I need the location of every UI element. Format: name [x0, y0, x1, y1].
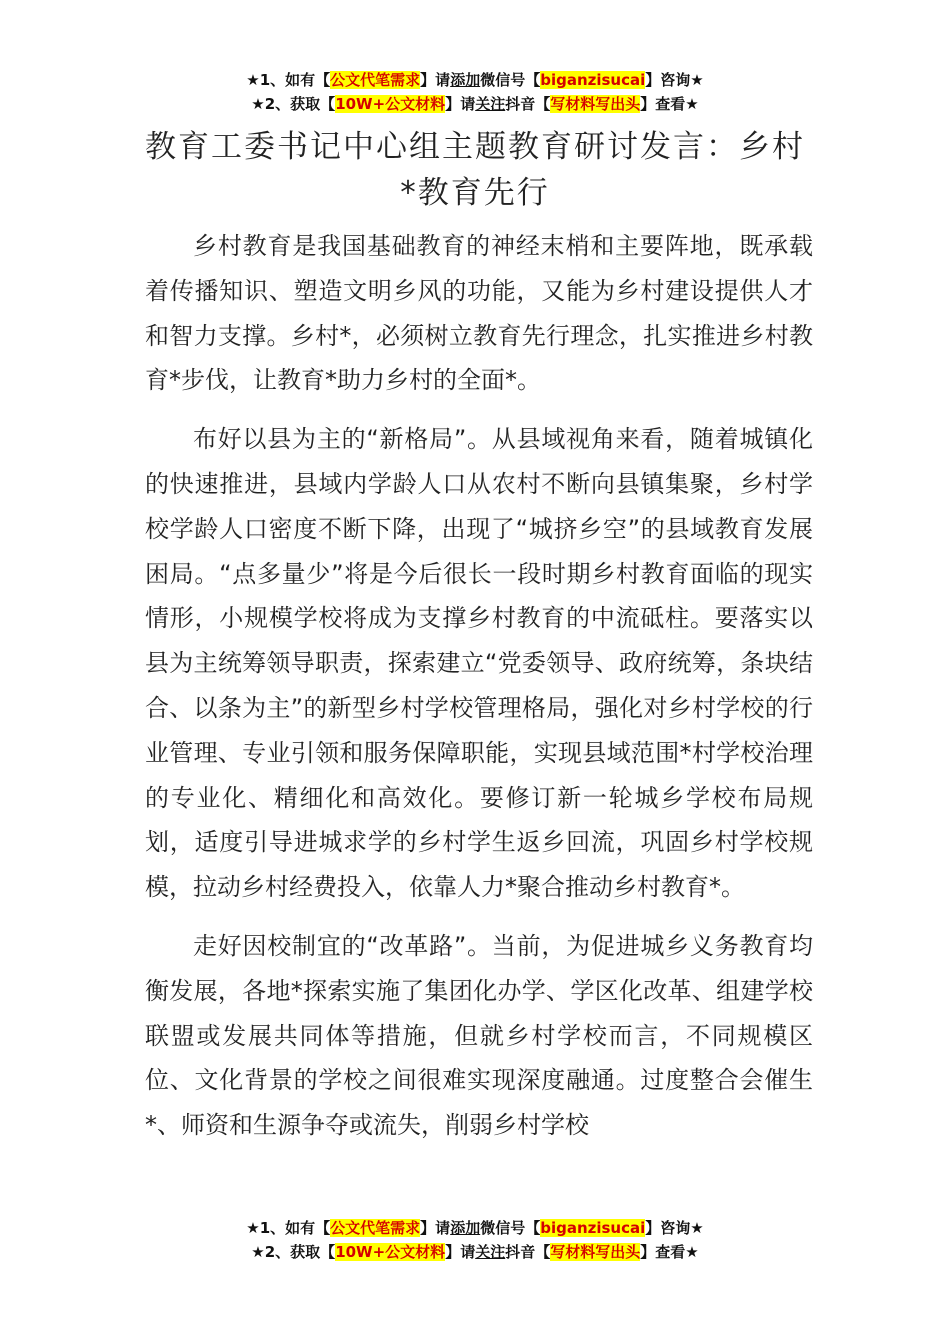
highlighted-ghostwriting-service: 公文代笔需求	[330, 1219, 421, 1237]
document-title: 教育工委书记中心组主题教育研讨发言：乡村*教育先行	[145, 129, 805, 211]
banner-text: 】咨询★	[645, 1219, 704, 1237]
paragraph-intro: 乡村教育是我国基础教育的神经末梢和主要阵地，既承载着传播知识、塑造文明乡风的功能，又能为乡村建设提供人才和智力支撑。乡村*，必须树立教育先行理念，扎实推进乡村教育*步伐，让教育*助力乡村的全面*。	[145, 232, 813, 395]
banner-text: 抖音【	[505, 95, 551, 113]
paragraph-new-pattern: 布好以县为主的“新格局”。从县域视角来看，随着城镇化的快速推进，县域内学龄人口从农村不断向县镇集聚，乡村学校学龄人口密度不断下降，出现了“城挤乡空”的县域教育发展困局。“点多量少”将是今后很长一段时期乡村教育面临的现实情形，小规模学校将成为支撑乡村教育的中流砥柱。要落实以县为主统筹领导职责，探索建立“党委领导、政府统筹，条块结合、以条为主”的新型乡村学校管理格局，强化对乡村学校的行业管理、专业引领和服务保障职能，实现县域范围*村学校治理的专业化、精细化和高效化。要修订新一轮城乡学校布局规划，适度引导进城求学的乡村学生返乡回流，巩固乡村学校规模，拉动乡村经费投入，依靠人力*聚合推动乡村教育*。	[145, 425, 813, 902]
banner-text: 】请	[420, 71, 451, 89]
banner-text: 】请	[445, 95, 476, 113]
footer-banner	[0, 1216, 950, 1264]
banner-text: ★2、获取【	[251, 95, 336, 113]
highlighted-materials: 10W+公文材料	[335, 1243, 446, 1261]
highlighted-ghostwriting-service: 公文代笔需求	[330, 71, 421, 89]
paragraph-reform-road: 走好因校制宜的“改革路”。当前，为促进城乡义务教育均衡发展，各地*探索实施了集团化办学、学区化改革、组建学校联盟或发展共同体等措施，但就乡村学校而言，不同规模区位、文化背景的学校之间很难实现深度融通。过度整合会催生*、师资和生源争夺或流失，削弱乡村学校	[145, 931, 813, 1140]
highlighted-douyin-account: 写材料写出头	[550, 95, 641, 113]
underlined-add: 添加	[450, 1219, 481, 1237]
banner-text: 】请	[445, 1243, 476, 1261]
banner-text: 】请	[420, 1219, 451, 1237]
banner-text: 】咨询★	[645, 71, 704, 89]
header-banner-line-1	[0, 68, 950, 92]
footer-banner-line-2	[0, 1240, 950, 1264]
footer-banner-line-1	[0, 1216, 950, 1240]
underlined-follow: 关注	[475, 95, 506, 113]
header-banner	[0, 68, 950, 116]
banner-text: 】查看★	[640, 1243, 699, 1261]
banner-text: 抖音【	[505, 1243, 551, 1261]
highlighted-wechat-id: biganzisucai	[540, 71, 646, 89]
document-body	[145, 224, 813, 1162]
banner-text: ★1、如有【	[246, 1219, 331, 1237]
underlined-add: 添加	[450, 71, 481, 89]
highlighted-douyin-account: 写材料写出头	[550, 1243, 641, 1261]
banner-text: 微信号【	[480, 71, 541, 89]
highlighted-materials: 10W+公文材料	[335, 95, 446, 113]
banner-text: ★1、如有【	[246, 71, 331, 89]
banner-text: ★2、获取【	[251, 1243, 336, 1261]
header-banner-line-2	[0, 92, 950, 116]
underlined-follow: 关注	[475, 1243, 506, 1261]
banner-text: 】查看★	[640, 95, 699, 113]
banner-text: 微信号【	[480, 1219, 541, 1237]
highlighted-wechat-id: biganzisucai	[540, 1219, 646, 1237]
